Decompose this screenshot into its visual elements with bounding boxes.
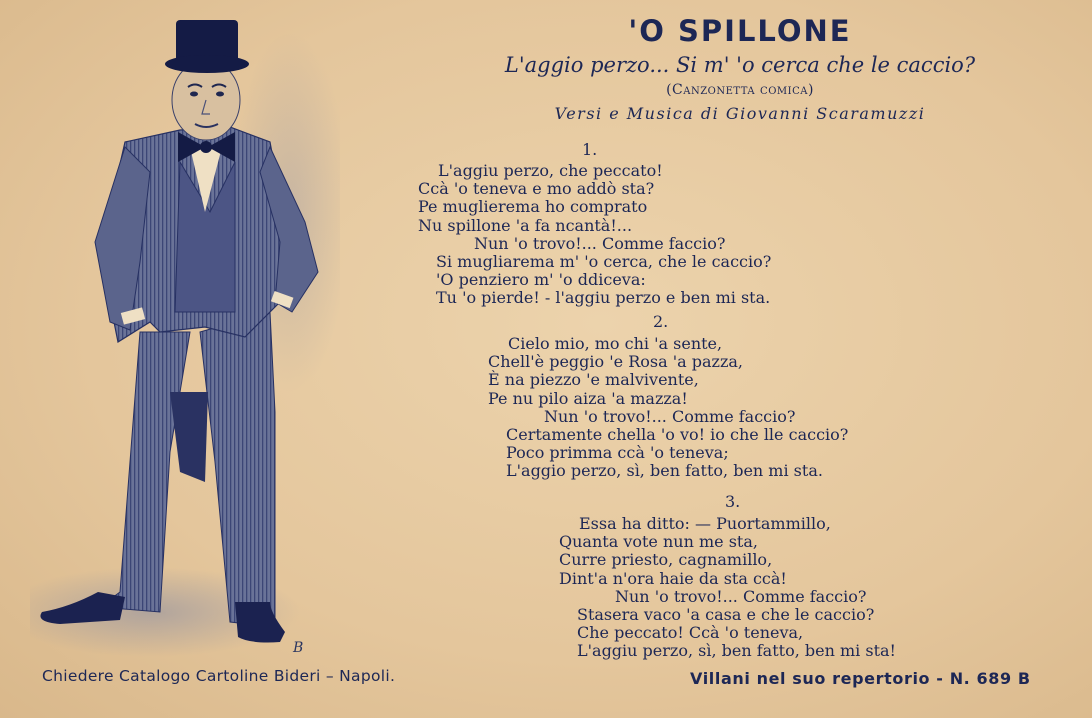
verse-line: 'O penziero m' 'o ddiceva: <box>436 270 646 290</box>
verse-number: 3. <box>725 492 741 511</box>
verse-line: L'aggiu perzo, che peccato! <box>438 161 663 180</box>
song-genre: (Canzonetta comica) <box>666 82 814 98</box>
verse-line: Pe muglierema ho comprato <box>418 197 648 217</box>
song-authors: Versi e Musica di Giovanni Scaramuzzi <box>554 104 926 123</box>
verse-line: Quanta vote nun me sta, <box>559 532 758 552</box>
repertoire-number: Villani nel suo repertorio - N. 689 B <box>690 669 1031 688</box>
verse-number: 1. <box>582 140 598 159</box>
verse-line: Nun 'o trovo!... Comme faccio? <box>544 406 796 426</box>
verse-1 <box>418 162 771 308</box>
artist-monogram: B <box>293 640 304 656</box>
verse-line: Nun 'o trovo!... Comme faccio? <box>615 586 867 606</box>
verse-line: L'aggio perzo, sì, ben fatto, ben mi sta. <box>506 461 823 481</box>
song-subtitle: L'aggio perzo... Si m' 'o cerca che le caccio? <box>504 53 976 77</box>
verse-2 <box>488 335 848 481</box>
verse-line: È na piezzo 'e malvivente, <box>488 370 699 390</box>
verse-line: Tu 'o pierde! - l'aggiu perzo e ben mi sta. <box>436 288 771 308</box>
verse-line: Ccà 'o teneva e mo addò sta? <box>418 179 655 199</box>
publisher-note: Chiedere Catalogo Cartoline Bideri – Napoli. <box>42 667 396 685</box>
singer-portrait-illustration <box>30 12 340 662</box>
verse-line: Dint'a n'ora haie da sta ccà! <box>559 568 787 588</box>
verse-line: Essa ha ditto: — Puortammillo, <box>579 514 831 533</box>
verse-line: Si mugliarema m' 'o cerca, che le caccio? <box>436 251 772 271</box>
verse-line: Curre priesto, cagnamillo, <box>559 550 773 570</box>
verse-3 <box>559 515 896 661</box>
verse-line: Certamente chella 'o vo! io che lle caccio? <box>506 424 849 444</box>
verse-number: 2. <box>653 312 669 331</box>
verse-line: Poco primma ccà 'o teneva; <box>506 443 729 463</box>
verse-line: Nun 'o trovo!... Comme faccio? <box>474 233 726 253</box>
verse-line: Nu spillone 'a fa ncantà!... <box>418 215 633 235</box>
verse-line: Pe nu pilo aiza 'a mazza! <box>488 388 688 408</box>
verse-line: L'aggiu perzo, sì, ben fatto, ben mi sta! <box>577 641 896 661</box>
verse-line: Chell'è peggio 'e Rosa 'a pazza, <box>488 352 743 372</box>
verse-line: Cielo mio, mo chi 'a sente, <box>508 334 723 353</box>
song-title: 'O SPILLONE <box>628 14 852 48</box>
verse-line: Stasera vaco 'a casa e che le caccio? <box>577 604 875 624</box>
verse-line: Che peccato! Ccà 'o teneva, <box>577 623 804 643</box>
